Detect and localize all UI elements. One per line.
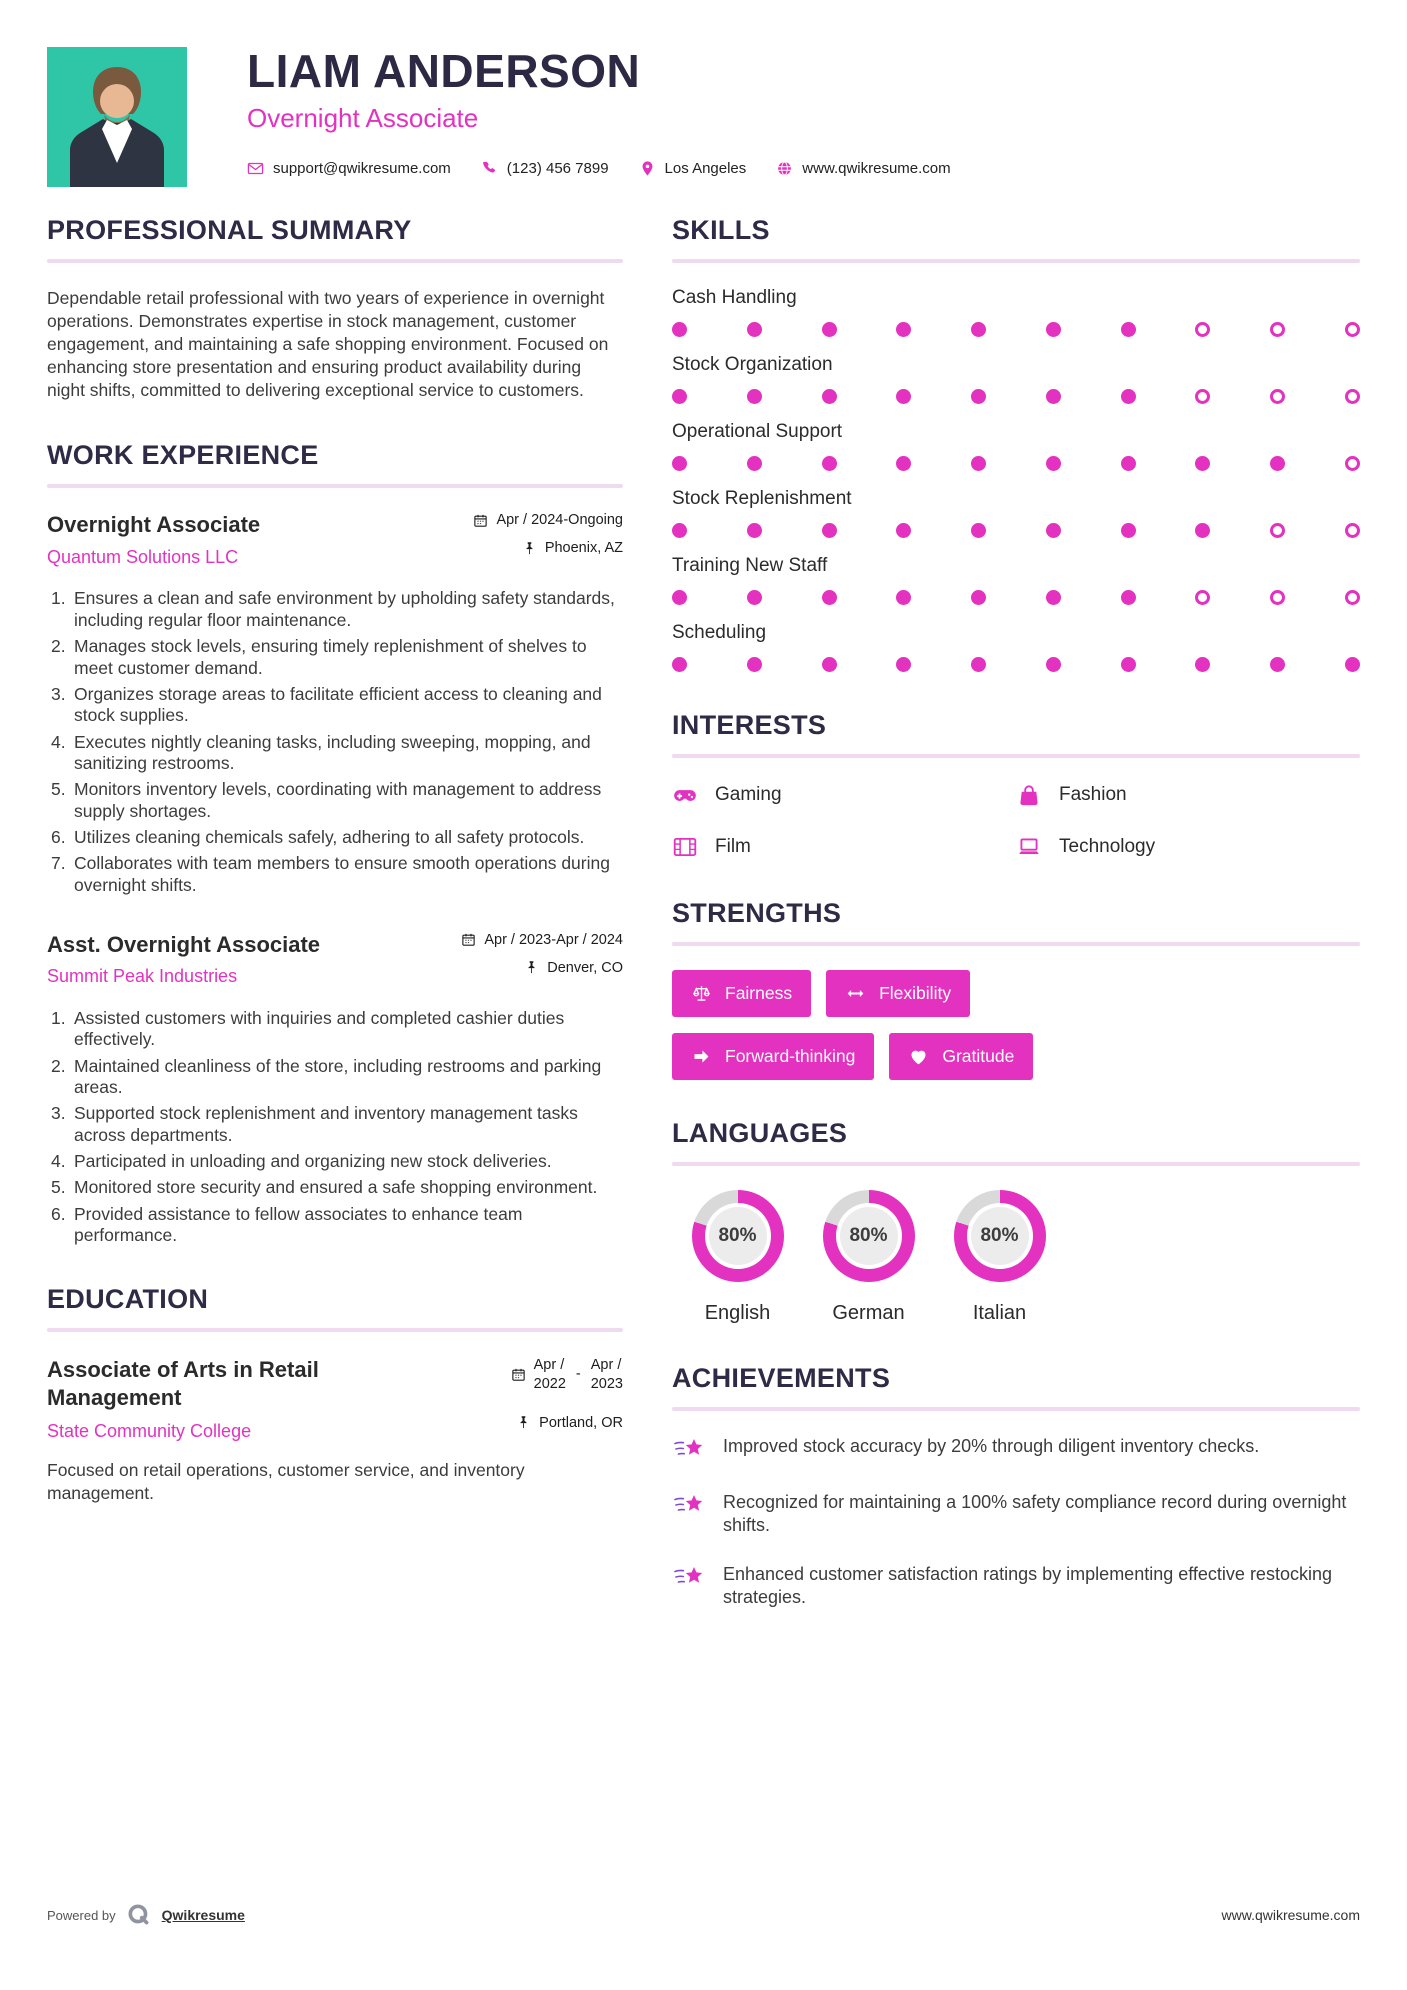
job-bullet: Participated in unloading and organizing new stock deliveries. — [74, 1151, 552, 1171]
skill-dot-filled — [672, 523, 687, 538]
education-school: State Community College — [47, 1421, 252, 1442]
job-head-left — [47, 512, 260, 567]
skill-dot-filled — [896, 322, 911, 337]
job-bullet-list — [47, 1008, 623, 1246]
language-donut-chart — [954, 1190, 1046, 1282]
skill-dot-filled — [1121, 389, 1136, 404]
calendar-icon — [461, 932, 476, 947]
interests-grid — [672, 782, 1360, 860]
skill-label: Operational Support — [672, 421, 843, 442]
job-bullet: Ensures a clean and safe environment by upholding safety standards, including regular floor maintenance. — [74, 588, 615, 630]
skill-dot-filled — [1195, 523, 1210, 538]
heart-icon — [908, 1046, 929, 1067]
achievement-item — [672, 1435, 1360, 1466]
section-divider — [672, 754, 1360, 758]
interest-label: Gaming — [715, 784, 782, 805]
job-entry-company: Quantum Solutions LLC — [47, 546, 239, 567]
skill-dot-filled — [971, 322, 986, 337]
skill-dot-filled — [1121, 523, 1136, 538]
scales-icon — [691, 983, 712, 1004]
footer — [47, 1902, 1360, 1928]
skill-label: Cash Handling — [672, 287, 797, 308]
footer-website-link[interactable]: www.qwikresume.com — [1221, 1907, 1360, 1923]
section-divider — [47, 1328, 623, 1332]
pushpin-icon — [516, 1415, 531, 1430]
skill-dot-filled — [672, 590, 687, 605]
job-bullet: Organizes storage areas to facilitate efficient access to cleaning and stock supplies. — [74, 683, 602, 726]
skill-dot-filled — [822, 657, 837, 672]
skill-rating-dots — [672, 456, 1360, 471]
skill-dot-filled — [896, 523, 911, 538]
job-dates — [461, 932, 623, 948]
job-location — [473, 540, 623, 556]
interest-label: Film — [715, 836, 751, 857]
education-description: Focused on retail operations, customer service, and inventory management. — [47, 1459, 525, 1503]
job-dates-text: Apr / 2023-Apr / 2024 — [484, 931, 623, 948]
education-date-start — [534, 1356, 566, 1392]
section-divider — [672, 1407, 1360, 1411]
skill-dot-empty — [1270, 389, 1285, 404]
section-work-experience — [47, 440, 623, 1246]
job-bullet: Maintained cleanliness of the store, including restrooms and parking areas. — [74, 1055, 602, 1097]
language-item — [672, 1190, 803, 1325]
achievement-item — [672, 1491, 1360, 1538]
skill-dot-filled — [896, 657, 911, 672]
pushpin-icon — [522, 541, 537, 556]
skill-dot-filled — [822, 456, 837, 471]
skill-dot-filled — [822, 590, 837, 605]
job-meta — [473, 512, 623, 568]
shooting-star-icon — [672, 1436, 706, 1466]
skill-dot-filled — [971, 389, 986, 404]
language-percent: 80% — [980, 1225, 1019, 1246]
achievements-heading: ACHIEVEMENTS — [672, 1363, 891, 1393]
job-bullet: Monitored store security and ensured a safe shopping environment. — [74, 1177, 598, 1198]
achievement-text: Recognized for maintaining a 100% safety compliance record during overnight shifts. — [723, 1492, 1347, 1536]
job-bullet: Executes nightly cleaning tasks, including sweeping, mopping, and sanitizing restrooms. — [74, 731, 591, 773]
strengths-row — [672, 970, 1360, 1017]
section-divider — [47, 484, 623, 488]
donut-hole — [705, 1203, 771, 1269]
education-location — [511, 1415, 623, 1431]
skill-dot-filled — [747, 322, 762, 337]
skill-dot-filled — [747, 523, 762, 538]
right-arrow-icon — [691, 1046, 712, 1067]
job-bullet: Monitors inventory levels, coordinating with management to address supply shortages. — [74, 779, 602, 821]
donut-core — [709, 1207, 767, 1265]
achievement-item — [672, 1563, 1360, 1610]
job-dates-text: Apr / 2024-Ongoing — [496, 512, 623, 529]
skill-item — [672, 287, 1360, 337]
skill-rating-dots — [672, 657, 1360, 672]
left-column — [47, 215, 623, 1543]
skill-rating-dots — [672, 590, 1360, 605]
interest-item — [1016, 782, 1360, 808]
skill-dot-filled — [672, 389, 687, 404]
strength-badge — [672, 970, 811, 1017]
skill-dot-filled — [672, 657, 687, 672]
skill-dot-empty — [1270, 590, 1285, 605]
languages-row — [672, 1190, 1360, 1325]
section-divider — [672, 1162, 1360, 1166]
job-entry-company: Summit Peak Industries — [47, 966, 238, 987]
skill-item — [672, 354, 1360, 404]
language-name: German — [832, 1302, 905, 1324]
skill-dot-empty — [1195, 389, 1210, 404]
envelope-icon — [247, 160, 264, 177]
skill-dot-filled — [1046, 590, 1061, 605]
contact-email-text: support@qwikresume.com — [273, 160, 451, 178]
job-head — [47, 512, 623, 568]
skill-label: Stock Replenishment — [672, 488, 852, 509]
skill-rating-dots — [672, 523, 1360, 538]
left-right-arrow-icon — [845, 983, 866, 1004]
section-divider — [672, 259, 1360, 263]
header-info — [247, 47, 951, 187]
powered-by-label: Powered by — [47, 1907, 116, 1923]
section-achievements — [672, 1363, 1360, 1610]
skill-label: Training New Staff — [672, 555, 828, 576]
education-degree: Associate of Arts in Retail Management — [47, 1357, 319, 1410]
skills-heading: SKILLS — [672, 215, 770, 245]
strength-label: Gratitude — [942, 1046, 1015, 1066]
contact-phone — [481, 160, 609, 177]
strength-badge — [826, 970, 970, 1017]
language-item — [934, 1190, 1065, 1325]
person-photo-illustration — [47, 47, 187, 187]
job-bullet: Provided assistance to fellow associates to enhance team performance. — [74, 1203, 523, 1246]
powered-by — [47, 1902, 245, 1928]
job-meta — [461, 932, 623, 988]
skill-dot-filled — [747, 456, 762, 471]
job-bullet: Assisted customers with inquiries and completed cashier duties effectively. — [74, 1007, 565, 1050]
strength-badge — [889, 1033, 1033, 1080]
skill-item — [672, 421, 1360, 471]
education-date-end — [591, 1356, 623, 1392]
education-date-end-month: Apr / — [590, 1357, 622, 1374]
language-donut-chart — [823, 1190, 915, 1282]
skill-dot-filled — [747, 590, 762, 605]
skill-dot-filled — [747, 657, 762, 672]
strength-badge — [672, 1033, 874, 1080]
skill-dot-filled — [1195, 456, 1210, 471]
education-dates — [511, 1356, 623, 1392]
skill-dot-filled — [1270, 456, 1285, 471]
education-date-end-year: 2023 — [590, 1375, 623, 1392]
skill-item — [672, 488, 1360, 538]
education-meta — [511, 1356, 623, 1442]
interest-label: Fashion — [1059, 784, 1127, 805]
person-name: LIAM ANDERSON — [247, 45, 641, 97]
skill-label: Stock Organization — [672, 354, 833, 375]
skill-dot-empty — [1345, 590, 1360, 605]
content-columns — [47, 215, 1360, 1648]
section-strengths — [672, 898, 1360, 1080]
language-percent: 80% — [718, 1225, 757, 1246]
education-heading: EDUCATION — [47, 1284, 209, 1315]
section-divider — [672, 942, 1360, 946]
strengths-row — [672, 1033, 1360, 1080]
header — [47, 47, 1360, 187]
interest-item — [1016, 834, 1360, 860]
donut-core — [840, 1207, 898, 1265]
job-entry — [47, 932, 623, 1246]
education-head — [47, 1356, 623, 1442]
skill-dot-filled — [971, 590, 986, 605]
qwikresume-logo-icon — [126, 1902, 152, 1928]
strength-label: Flexibility — [879, 983, 952, 1003]
skill-dot-filled — [1121, 322, 1136, 337]
education-date-start-year: 2022 — [533, 1375, 566, 1392]
skill-dot-filled — [1046, 523, 1061, 538]
skill-label: Scheduling — [672, 622, 767, 643]
skill-dot-empty — [1345, 322, 1360, 337]
skill-dot-filled — [672, 456, 687, 471]
skill-dot-empty — [1195, 322, 1210, 337]
job-entry-title: Overnight Associate — [47, 512, 261, 538]
education-location-text: Portland, OR — [539, 1414, 623, 1431]
interest-label: Technology — [1059, 836, 1156, 857]
contact-website[interactable] — [776, 160, 950, 177]
section-interests — [672, 710, 1360, 860]
job-head-left — [47, 932, 320, 987]
skill-dot-filled — [1195, 657, 1210, 672]
skill-rating-dots — [672, 389, 1360, 404]
skill-dot-filled — [896, 590, 911, 605]
education-date-start-month: Apr / — [533, 1357, 565, 1374]
skill-dot-filled — [896, 456, 911, 471]
section-divider — [47, 259, 623, 263]
language-percent: 80% — [849, 1225, 888, 1246]
skill-dot-filled — [1121, 657, 1136, 672]
language-donut-chart — [692, 1190, 784, 1282]
job-bullet-list — [47, 588, 623, 895]
contact-phone-text: (123) 456 7899 — [506, 160, 609, 178]
achievement-text: Enhanced customer satisfaction ratings by implementing effective restocking strategies. — [723, 1563, 1332, 1608]
language-item — [803, 1190, 934, 1325]
interests-heading: INTERESTS — [672, 710, 827, 740]
summary-text: Dependable retail professional with two years of experience in overnight operations. Demonstrates expertise in stock management, customer engagement, and maintaining a safe shopping environment. Focused on enhancing store presentation and ensuring product availability during night shifts, committed to delivering exceptional service to customers. — [47, 288, 609, 401]
skill-dot-filled — [1121, 590, 1136, 605]
shooting-star-icon — [672, 1492, 706, 1522]
gamepad-icon — [672, 782, 698, 808]
skill-dot-empty — [1345, 523, 1360, 538]
skill-dot-filled — [1345, 657, 1360, 672]
donut-hole — [967, 1203, 1033, 1269]
interest-item — [672, 782, 1016, 808]
skill-dot-filled — [971, 523, 986, 538]
job-entry — [47, 512, 623, 895]
donut-hole — [836, 1203, 902, 1269]
skill-dot-filled — [822, 523, 837, 538]
job-bullet: Manages stock levels, ensuring timely replenishment of shelves to meet customer demand. — [74, 636, 587, 678]
donut-core — [971, 1207, 1029, 1265]
skill-dot-filled — [1046, 322, 1061, 337]
work-heading: WORK EXPERIENCE — [47, 440, 319, 471]
globe-icon — [776, 160, 793, 177]
contact-website-text: www.qwikresume.com — [802, 160, 951, 178]
job-bullet: Collaborates with team members to ensure smooth operations during overnight shifts. — [74, 853, 610, 895]
skill-dot-empty — [1270, 322, 1285, 337]
job-location-text: Denver, CO — [547, 959, 623, 976]
laptop-icon — [1016, 834, 1042, 860]
job-dates — [473, 512, 623, 528]
education-date-separator: - — [575, 1366, 581, 1383]
pushpin-icon — [524, 960, 539, 975]
education-head-left — [47, 1356, 447, 1442]
skill-dot-filled — [1046, 389, 1061, 404]
contact-location — [639, 160, 747, 177]
contact-email[interactable] — [247, 160, 451, 177]
skill-dot-filled — [822, 322, 837, 337]
job-location — [461, 960, 623, 976]
interest-item — [672, 834, 1016, 860]
section-professional-summary — [47, 215, 623, 402]
calendar-icon — [511, 1367, 526, 1382]
skill-dot-empty — [1345, 389, 1360, 404]
job-head — [47, 932, 623, 988]
achievement-text: Improved stock accuracy by 20% through diligent inventory checks. — [723, 1436, 1260, 1456]
skill-dot-filled — [747, 389, 762, 404]
skill-dot-filled — [896, 389, 911, 404]
section-skills — [672, 215, 1360, 672]
skill-dot-empty — [1270, 523, 1285, 538]
skill-dot-filled — [1121, 456, 1136, 471]
strength-label: Fairness — [725, 983, 793, 1003]
job-entry-title: Asst. Overnight Associate — [47, 931, 321, 957]
education-dates-text — [534, 1356, 623, 1392]
right-column — [672, 215, 1360, 1648]
section-education — [47, 1284, 623, 1504]
language-name: Italian — [972, 1302, 1027, 1324]
contact-row — [247, 160, 951, 177]
skill-dot-filled — [1046, 657, 1061, 672]
job-bullet: Utilizes cleaning chemicals safely, adhering to all safety protocols. — [74, 826, 585, 847]
job-bullet: Supported stock replenishment and inventory management tasks across departments. — [74, 1103, 578, 1145]
shooting-star-icon — [672, 1564, 706, 1594]
language-name: English — [704, 1302, 771, 1324]
film-icon — [672, 834, 698, 860]
handbag-icon — [1016, 782, 1042, 808]
section-languages — [672, 1118, 1360, 1325]
skill-dot-filled — [971, 657, 986, 672]
skill-item — [672, 555, 1360, 605]
languages-heading: LANGUAGES — [672, 1118, 848, 1148]
strengths-heading: STRENGTHS — [672, 898, 842, 928]
contact-location-text: Los Angeles — [664, 160, 747, 178]
skill-dot-filled — [672, 322, 687, 337]
qwikresume-brand-link[interactable]: Qwikresume — [161, 1907, 245, 1923]
skill-item — [672, 622, 1360, 672]
strength-label: Forward-thinking — [725, 1046, 856, 1066]
job-location-text: Phoenix, AZ — [544, 540, 623, 557]
phone-icon — [481, 160, 498, 177]
job-title: Overnight Associate — [247, 103, 479, 134]
profile-photo — [47, 47, 187, 187]
summary-heading: PROFESSIONAL SUMMARY — [47, 215, 412, 245]
skill-dot-filled — [822, 389, 837, 404]
skill-dot-filled — [971, 456, 986, 471]
skill-rating-dots — [672, 322, 1360, 337]
skill-dot-empty — [1345, 456, 1360, 471]
skill-dot-filled — [1046, 456, 1061, 471]
calendar-icon — [473, 513, 488, 528]
skill-dot-empty — [1195, 590, 1210, 605]
location-pin-icon — [639, 160, 656, 177]
skill-dot-filled — [1270, 657, 1285, 672]
